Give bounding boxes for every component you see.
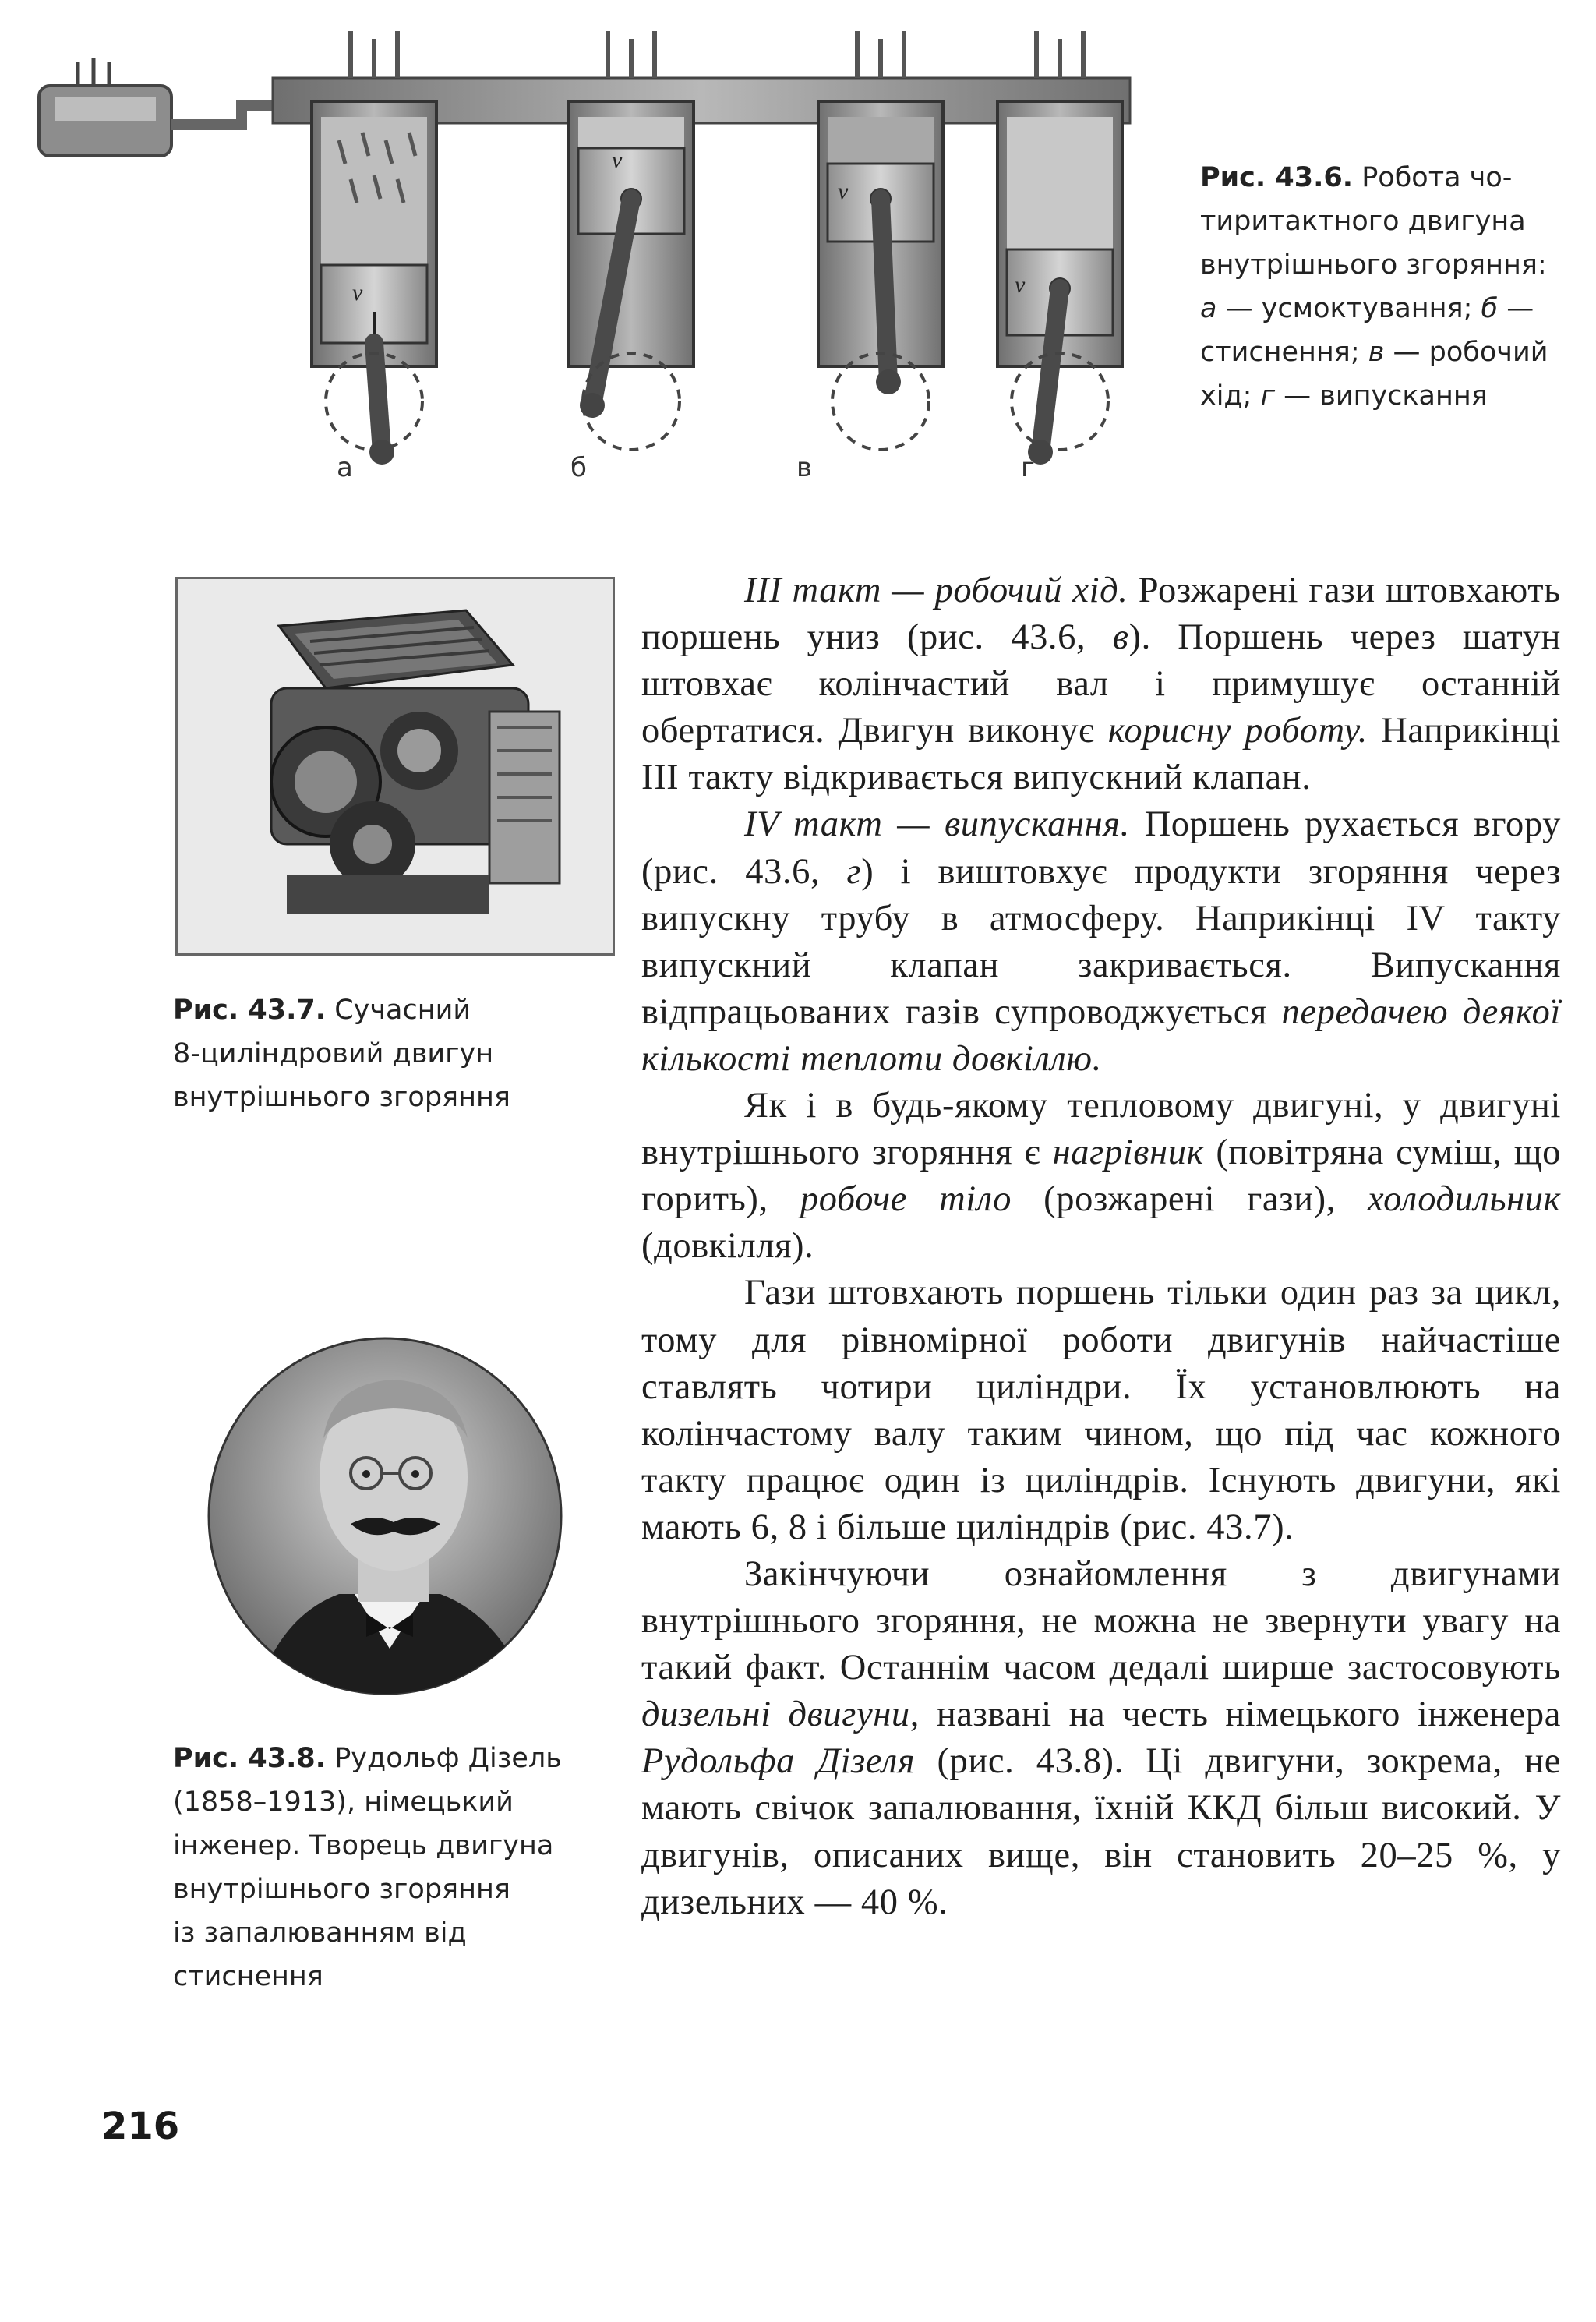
label-v: в [796, 452, 813, 483]
paragraph-diesel: Закінчуючи ознайомлення з двигунами внутрішнього згоряння, не можна не звернути увагу на такий факт. Останнім часом дедалі ширше застосовують дизельні двигуни, названі на честь німецького інженера Рудольфа Дізеля (рис. 43.8). Ці двигуни, зокрема, не мають свічок запалювання, їхній ККД більш високий. У двигунів, описаних вище, він становить 20–25 %, у дизельних — 40 %. [641, 1553, 1562, 1922]
four-stroke-diagram [31, 31, 1153, 514]
diesel-portrait [207, 1337, 563, 1695]
figure-43-8-caption: Рис. 43.8. Рудольф Дізель (1858–1913), німецький інженер. Творець двигуна внутрішнього згоряння із запалюванням від стиснення [173, 1743, 562, 1992]
paragraph-stroke-4: IV такт — випускання. Поршень рухається вгору (рис. 43.6, г) і виштовхує продукти згоряння через випускну трубу в атмосферу. Наприкінці IV такту випускний клапан закривається. Випускання відпрацьованих газів супроводжується передачею деякої кількості теплоти довкіллю. [641, 804, 1562, 1079]
paragraph-heat-engine: Як і в будь-якому тепловому двигуні, у двигуні внутрішнього згоряння є нагрівник (повітряна суміш, що горить), робоче тіло (розжарені гази), холодильник (довкілля). [641, 1086, 1561, 1267]
paragraph-cylinders: Гази штовхають поршень тільки один раз за цикл, тому для рівномірної роботи двигунів найчастіше ставлять чотири циліндри. Їх установлюють на колінчастому валу таким чином, що під час кожного такту працює один із циліндрів. Існують двигуни, які мають 6, 8 і більше циліндрів (рис. 43.7). [641, 1273, 1561, 1547]
velocity-label-a: v [352, 280, 363, 306]
velocity-label-d: v [1015, 272, 1026, 298]
figure-43-7-caption: Рис. 43.7. Сучасний 8-циліндровий двигун внутрішнього згоряння [173, 995, 510, 1113]
engine-photo [175, 577, 615, 956]
paragraph-stroke-3: III такт — робочий хід. Розжарені гази штовхають поршень униз (рис. 43.6, в). Поршень через шатун штовхає колінчастий вал і примушує останній обертатися. Двигун виконує корисну роботу. Наприкінці III такту відкривається випускний клапан. [641, 571, 1561, 798]
label-a: а [337, 452, 353, 483]
page-number: 216 [101, 2105, 180, 2148]
label-b: б [570, 452, 587, 483]
velocity-label-c: v [838, 178, 849, 204]
label-g: г [1021, 452, 1035, 483]
figure-43-6-caption: Рис. 43.6. Робота чо- тиритактного двигуна внутрішнього згоряння: а — усмоктування; б — стиснення; в — робочий хід; г — випускання [1200, 162, 1548, 412]
body-text [641, 567, 1561, 1926]
velocity-label-b: v [612, 147, 623, 173]
